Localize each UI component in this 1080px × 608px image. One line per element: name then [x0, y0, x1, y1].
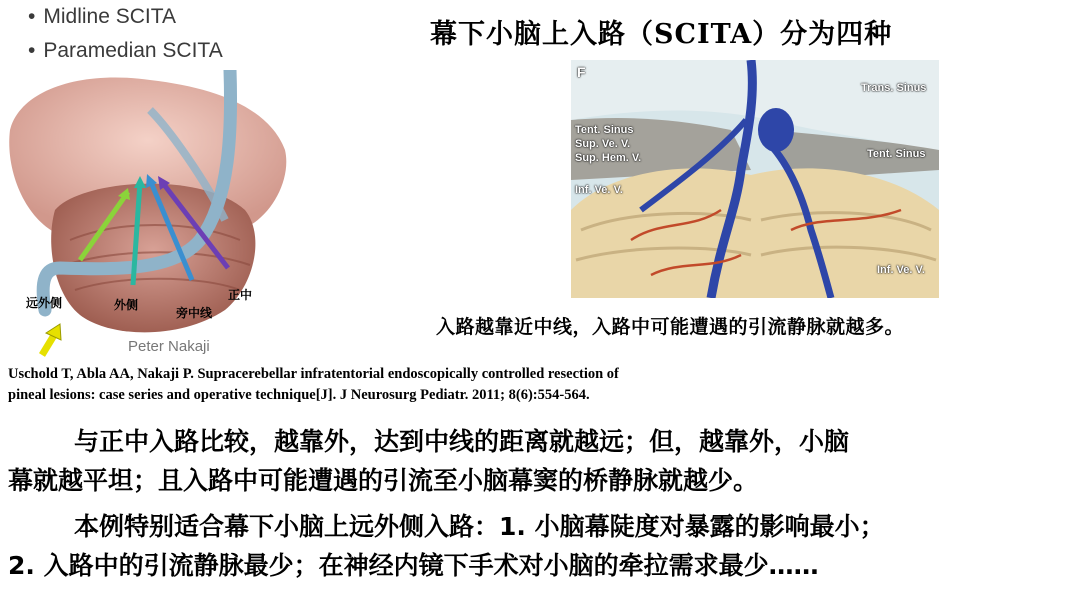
illustration-credit: Peter Nakaji [128, 338, 210, 355]
paragraph-line [8, 422, 849, 461]
cerebellum-surface [571, 168, 939, 298]
label-midline: 正中 [228, 288, 253, 302]
bullet-text: Midline SCITA [43, 5, 177, 28]
paragraph-text: 本例特别适合幕下小脑上远外侧入路：1. 小脑幕陡度对暴露的影响最小； [74, 512, 885, 541]
surgical-photo [571, 60, 939, 298]
label-sup-ve-v: Sup. Ve. V. [575, 138, 631, 150]
label-trans-sinus: Trans. Sinus [861, 82, 927, 94]
approach-illustration [0, 70, 300, 360]
slide-title: 幕下小脑上入路（SCITA）分为四种 [430, 19, 893, 50]
bullet-item: • Midline SCITA [28, 5, 177, 28]
paragraph-line [8, 507, 885, 546]
approach-bullet-list [28, 2, 223, 70]
label-inf-ve-v-left: Inf. Ve. V. [575, 184, 623, 196]
label-tent-sinus-right: Tent. Sinus [867, 148, 926, 160]
surgical-photo-drawing [571, 60, 939, 298]
label-inf-ve-v-right: Inf. Ve. V. [877, 264, 925, 276]
paragraph-case-conclusion [8, 507, 885, 585]
reference-line: pineal lesions: case series and operative technique[J]. J Neurosurg Pediatr. 2011; 8(6):554-564. [8, 387, 590, 403]
brain-drawing [0, 70, 300, 360]
label-tent-sinus-left: Tent. Sinus [575, 124, 634, 136]
bullet-item: • Paramedian SCITA [28, 39, 223, 62]
label-lateral: 外侧 [114, 298, 139, 312]
label-far-lateral: 远外侧 [26, 296, 63, 310]
photo-caption: 入路越靠近中线，入路中可能遭遇的引流静脉就越多。 [436, 316, 905, 338]
bullet-text: Paramedian SCITA [43, 39, 223, 62]
reference-citation [8, 364, 619, 406]
label-sup-hem-v: Sup. Hem. V. [575, 152, 642, 164]
label-paramedian: 旁中线 [176, 306, 213, 320]
paragraph-line: 2. 入路中的引流静脉最少；在神经内镜下手术对小脑的牵拉需求最少…… [8, 551, 819, 580]
paragraph-line: 幕就越平坦；且入路中可能遭遇的引流至小脑幕窦的桥静脉就越少。 [8, 466, 759, 495]
photo-panel-letter: F [577, 64, 586, 80]
reference-line: Uschold T, Abla AA, Nakaji P. Supracerebellar infratentorial endoscopically controlled resection of [8, 366, 619, 382]
paragraph-comparison [8, 422, 849, 500]
paragraph-text: 与正中入路比较，越靠外，达到中线的距离就越远；但，越靠外，小脑 [74, 427, 850, 456]
